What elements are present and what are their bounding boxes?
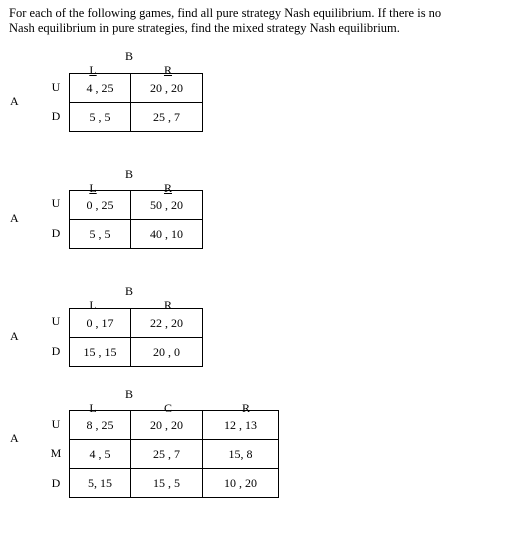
payoff-cell: 25 , 7 [131,103,203,132]
payoff-cell: 20 , 0 [131,338,203,367]
col-header-l: L [89,63,97,77]
row-header-d: D [51,344,61,358]
col-header-r: R [241,401,250,415]
payoff-matrix [69,308,203,367]
table-row [70,411,279,440]
payoff-cell: 15 , 15 [70,338,131,367]
payoff-cell: 22 , 20 [131,309,203,338]
col-header-c: C [163,401,172,415]
payoff-cell: 8 , 25 [70,411,131,440]
col-header-r: R [163,298,172,312]
payoff-matrix [69,190,203,249]
player-a-label: A [10,211,19,225]
payoff-cell: 20 , 20 [131,74,203,103]
table-row [70,469,279,498]
player-b-label: B [125,49,134,63]
table-row [70,103,203,132]
col-header-l: L [89,401,97,415]
payoff-cell: 15, 8 [203,440,279,469]
col-header-r: R [163,181,172,195]
player-b-label: B [125,387,134,401]
payoff-cell: 5 , 5 [70,220,131,249]
instructions-line-2: Nash equilibrium in pure strategies, find the mixed strategy Nash equilibrium. [9,21,400,35]
payoff-cell: 15 , 5 [131,469,203,498]
payoff-cell: 0 , 17 [70,309,131,338]
row-header-m: M [50,446,62,460]
payoff-cell: 0 , 25 [70,191,131,220]
payoff-cell: 20 , 20 [131,411,203,440]
row-header-d: D [51,476,61,490]
col-header-l: L [89,298,97,312]
player-a-label: A [10,431,19,445]
payoff-cell: 4 , 25 [70,74,131,103]
row-header-d: D [51,109,61,123]
row-header-d: D [51,226,61,240]
payoff-cell: 4 , 5 [70,440,131,469]
payoff-cell: 25 , 7 [131,440,203,469]
player-a-label: A [10,329,19,343]
payoff-cell: 12 , 13 [203,411,279,440]
table-row [70,220,203,249]
table-row [70,309,203,338]
table-row [70,440,279,469]
instructions-line-1: For each of the following games, find all pure strategy Nash equilibrium. If there is no [9,6,442,20]
row-header-u: U [51,417,61,431]
payoff-matrix [69,410,279,498]
col-header-l: L [89,181,97,195]
row-header-u: U [51,80,61,94]
payoff-cell: 5, 15 [70,469,131,498]
row-header-u: U [51,196,61,210]
player-a-label: A [10,94,19,108]
row-header-u: U [51,314,61,328]
payoff-cell: 5 , 5 [70,103,131,132]
player-b-label: B [125,284,134,298]
payoff-cell: 50 , 20 [131,191,203,220]
instructions [9,6,504,36]
payoff-cell: 10 , 20 [203,469,279,498]
payoff-cell: 40 , 10 [131,220,203,249]
player-b-label: B [125,167,134,181]
table-row [70,74,203,103]
payoff-matrix [69,73,203,132]
table-row [70,338,203,367]
col-header-r: R [163,63,172,77]
table-row [70,191,203,220]
